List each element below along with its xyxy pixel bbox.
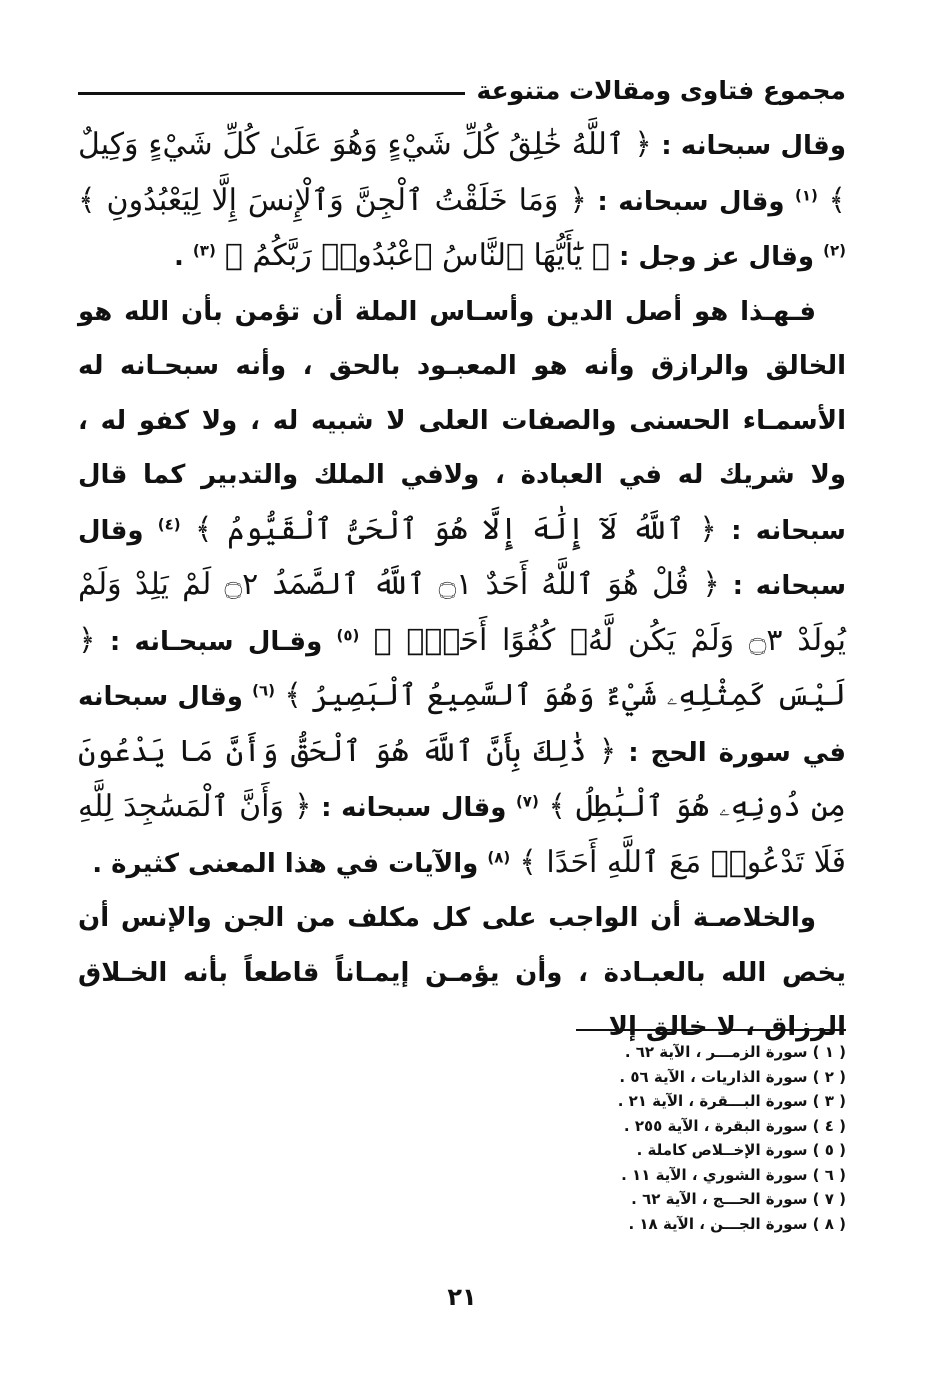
footnote-item: ( ١ ) سورة الزمـــر ، الآية ٦٢ . bbox=[624, 1043, 846, 1061]
book-page bbox=[78, 0, 846, 1383]
footnote-separator bbox=[576, 1029, 846, 1031]
footnote-item: ( ٥ ) سورة الإخــلاص كاملة . bbox=[636, 1141, 846, 1159]
quran-verse: ﴿ قُلْ هُوَ ٱللَّهُ أَحَدٌ ۝١ ٱللَّهُ ٱلصَّمَدُ ۝٢ لَمْ يَلِدْ وَلَمْ يُولَدْ ۝٣ وَلَمْ يَكُن لَّهُۥ كُفُوًا أَحَدٌۢ ﴾ bbox=[78, 567, 847, 658]
text-segment: وقال سبحانه : bbox=[78, 515, 847, 601]
header-rule bbox=[78, 92, 465, 95]
book-title: مجموع فتاوى ومقالات متنوعة bbox=[476, 75, 846, 105]
paragraph-1 bbox=[78, 118, 846, 285]
footnote-item: ( ٦ ) سورة الشوري ، الآية ١١ . bbox=[621, 1165, 846, 1184]
text-segment: وقال سبحانه : bbox=[661, 131, 846, 161]
text-segment: وقـال سبحـانه : bbox=[109, 626, 323, 657]
footnote-ref: (٥) bbox=[336, 625, 360, 644]
footnote-item: ( ٧ ) سورة الحـــج ، الآية ٦٢ . bbox=[631, 1190, 846, 1208]
footnote-ref: (٢) bbox=[823, 241, 846, 260]
footnotes-list bbox=[618, 1040, 846, 1236]
text-segment: وقال عز وجل : bbox=[618, 242, 815, 272]
quran-verse: ﴿ ٱللَّهُ لَآ إِلَٰهَ إِلَّا هُوَ ٱلْحَىُّ ٱلْقَيُّومُ ﴾ bbox=[194, 511, 717, 547]
footnote-ref: (٨) bbox=[487, 847, 511, 866]
footnote-ref: (٧) bbox=[515, 792, 539, 811]
text-segment: فـهـذا هو أصل الدين وأسـاس الملة أن تؤمن بأن الله هو الخالق والرازق وأنه هو المعبـود بالحق ، وأنه سبحـانه له الأسمـاء الحسنى والصفات العلى لا شبيه له ، ولا كفو له ، ولا شريك له في العبادة ، ولافي الملك والتدبير كما قال سبحانه : bbox=[78, 296, 846, 546]
running-header bbox=[78, 70, 846, 110]
text-segment: وقال سبحانه : bbox=[321, 793, 507, 823]
quran-verse: ﴿ يَٰٓأَيُّهَا ٱلنَّاسُ ٱعْبُدُوا۟ رَبَّكُمُ ﴾ bbox=[224, 238, 610, 273]
footnote-ref: (٦) bbox=[252, 681, 276, 700]
footnote-item: ( ٢ ) سورة الذاريات ، الآية ٥٦ . bbox=[619, 1067, 846, 1086]
quran-verse: ﴿ وَمَا خَلَقْتُ ٱلْجِنَّ وَٱلْإِنسَ إِلَّا لِيَعْبُدُونِ ﴾ bbox=[78, 182, 587, 218]
footnote-item: ( ٤ ) سورة البقرة ، الآية ٢٥٥ . bbox=[623, 1116, 846, 1135]
text-segment: وقال سبحانه في سورة الحج : bbox=[78, 682, 846, 768]
footnote-ref: (١) bbox=[795, 185, 818, 204]
paragraph-2 bbox=[78, 285, 846, 892]
quran-verse: ﴿ ذَٰلِكَ بِأَنَّ ٱللَّهَ هُوَ ٱلْحَقُّ وَأَنَّ مَا يَدْعُونَ مِن دُونِهِۦ هُوَ ٱلْبَٰطِلُ ﴾ bbox=[78, 733, 846, 824]
text-segment: والآيات في هذا المعنى كثيرة . bbox=[92, 848, 479, 879]
footnote-item: ( ٨ ) سورة الجـــن ، الآية ١٨ . bbox=[628, 1214, 846, 1233]
main-text bbox=[78, 118, 846, 1055]
quran-verse: ﴿ لَيْسَ كَمِثْلِهِۦ شَيْءٌ وَهُوَ ٱلسَّمِيعُ ٱلْبَصِيرُ ﴾ bbox=[78, 622, 846, 713]
text-segment: وقال سبحانه : bbox=[597, 186, 785, 217]
footnote-ref: (٣) bbox=[192, 241, 216, 260]
quran-verse: ﴿ ٱللَّهُ خَٰلِقُ كُلِّ شَيْءٍ وَهُوَ عَلَىٰ كُلِّ شَيْءٍ وَكِيلٌ ﴾ bbox=[78, 127, 846, 218]
page-number: ٢١ bbox=[447, 1283, 477, 1311]
text-segment: والخلاصـة أن الواجب على كل مكلف من الجن والإنس أن يخص الله بالعبـادة ، وأن يؤمـن إيمـاناً قاطعاً بأنه الخـلاق الرزاق ، لا خالق إلا bbox=[78, 903, 846, 1042]
quran-verse: ﴿ وَأَنَّ ٱلْمَسَٰجِدَ لِلَّهِ فَلَا تَدْعُوا۟ مَعَ ٱللَّهِ أَحَدًا ﴾ bbox=[78, 789, 846, 880]
footnote-item: ( ٣ ) سورة البـــقرة ، الآية ٢١ . bbox=[617, 1092, 846, 1110]
text-segment: . bbox=[173, 242, 184, 272]
footnote-ref: (٤) bbox=[157, 514, 181, 533]
